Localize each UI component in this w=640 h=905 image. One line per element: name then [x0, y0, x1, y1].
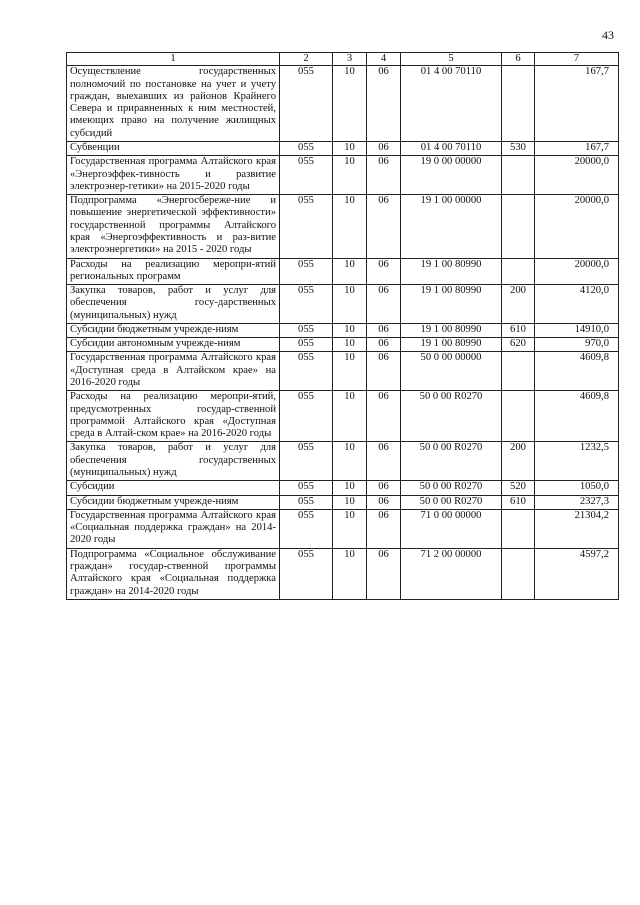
section-cell: 10 [333, 548, 367, 599]
header-cell: 7 [535, 53, 619, 66]
page-number: 43 [602, 28, 614, 42]
row-name-cell: Субсидии автономным учрежде-ниям [67, 338, 280, 352]
code-cell: 055 [280, 285, 333, 324]
table-row [67, 391, 619, 442]
expense-type-cell: 610 [502, 323, 535, 337]
target-article-cell: 19 1 00 80990 [401, 323, 502, 337]
row-name-cell: Государственная программа Алтайского края «Доступная среда в Алтайском крае» на 2016-2020 годы [67, 352, 280, 391]
subsection-cell: 06 [367, 509, 401, 548]
amount-cell: 20000,0 [535, 258, 619, 285]
amount-cell: 970,0 [535, 338, 619, 352]
expense-type-cell: 620 [502, 338, 535, 352]
header-cell: 1 [67, 53, 280, 66]
section-cell: 10 [333, 141, 367, 155]
amount-cell: 167,7 [535, 141, 619, 155]
expense-type-cell [502, 509, 535, 548]
section-cell: 10 [333, 323, 367, 337]
row-name-cell: Расходы на реализацию меропри-ятий региональных программ [67, 258, 280, 285]
section-cell: 10 [333, 442, 367, 481]
target-article-cell: 50 0 00 R0270 [401, 442, 502, 481]
row-name-cell: Закупка товаров, работ и услуг для обеспечения госу-дарственных (муниципальных) нужд [67, 285, 280, 324]
target-article-cell: 01 4 00 70110 [401, 141, 502, 155]
target-article-cell: 19 1 00 00000 [401, 195, 502, 258]
code-cell: 055 [280, 548, 333, 599]
table-row [67, 548, 619, 599]
amount-cell: 21304,2 [535, 509, 619, 548]
header-row [67, 53, 619, 66]
expense-type-cell [502, 258, 535, 285]
target-article-cell: 19 1 00 80990 [401, 338, 502, 352]
amount-cell: 4609,8 [535, 391, 619, 442]
section-cell: 10 [333, 352, 367, 391]
code-cell: 055 [280, 141, 333, 155]
code-cell: 055 [280, 195, 333, 258]
expense-type-cell: 200 [502, 285, 535, 324]
code-cell: 055 [280, 481, 333, 495]
target-article-cell: 19 1 00 80990 [401, 285, 502, 324]
target-article-cell: 19 0 00 00000 [401, 156, 502, 195]
amount-cell: 1050,0 [535, 481, 619, 495]
code-cell: 055 [280, 66, 333, 142]
row-name-cell: Государственная программа Алтайского края «Социальная поддержка граждан» на 2014-2020 годы [67, 509, 280, 548]
table-row [67, 156, 619, 195]
code-cell: 055 [280, 442, 333, 481]
table-row [67, 66, 619, 142]
expense-type-cell [502, 352, 535, 391]
table-row [67, 258, 619, 285]
table-row [67, 442, 619, 481]
table-row [67, 141, 619, 155]
amount-cell: 4597,2 [535, 548, 619, 599]
expense-type-cell: 200 [502, 442, 535, 481]
code-cell: 055 [280, 352, 333, 391]
row-name-cell: Подпрограмма «Социальное обслуживание граждан» государ-ственной программы Алтайского края «Социальная поддержка граждан» на 2014-2020 годы [67, 548, 280, 599]
header-cell: 4 [367, 53, 401, 66]
subsection-cell: 06 [367, 285, 401, 324]
expense-type-cell: 520 [502, 481, 535, 495]
subsection-cell: 06 [367, 495, 401, 509]
amount-cell: 14910,0 [535, 323, 619, 337]
table-row [67, 338, 619, 352]
amount-cell: 4609,8 [535, 352, 619, 391]
subsection-cell: 06 [367, 352, 401, 391]
subsection-cell: 06 [367, 391, 401, 442]
amount-cell: 1232,5 [535, 442, 619, 481]
table-row [67, 352, 619, 391]
table-row [67, 285, 619, 324]
row-name-cell: Государственная программа Алтайского края «Энергоэффек-тивность и развитие электроэнер-гетики» на 2015-2020 годы [67, 156, 280, 195]
amount-cell: 20000,0 [535, 195, 619, 258]
table-row [67, 195, 619, 258]
section-cell: 10 [333, 481, 367, 495]
subsection-cell: 06 [367, 66, 401, 142]
table-row [67, 509, 619, 548]
row-name-cell: Расходы на реализацию меропри-ятий, предусмотренных государ-ственной программой Алтайского края «Доступная среда в Алтай-ском крае» на 2016-2020 годы [67, 391, 280, 442]
code-cell: 055 [280, 338, 333, 352]
target-article-cell: 71 0 00 00000 [401, 509, 502, 548]
section-cell: 10 [333, 66, 367, 142]
target-article-cell: 50 0 00 R0270 [401, 481, 502, 495]
expense-type-cell [502, 195, 535, 258]
subsection-cell: 06 [367, 548, 401, 599]
expense-type-cell [502, 391, 535, 442]
amount-cell: 2327,3 [535, 495, 619, 509]
expense-type-cell: 610 [502, 495, 535, 509]
section-cell: 10 [333, 391, 367, 442]
row-name-cell: Субсидии бюджетным учрежде-ниям [67, 323, 280, 337]
code-cell: 055 [280, 495, 333, 509]
header-cell: 2 [280, 53, 333, 66]
budget-table [66, 52, 619, 600]
amount-cell: 20000,0 [535, 156, 619, 195]
target-article-cell: 01 4 00 70110 [401, 66, 502, 142]
subsection-cell: 06 [367, 141, 401, 155]
subsection-cell: 06 [367, 338, 401, 352]
section-cell: 10 [333, 195, 367, 258]
section-cell: 10 [333, 285, 367, 324]
amount-cell: 167,7 [535, 66, 619, 142]
expense-type-cell [502, 156, 535, 195]
code-cell: 055 [280, 323, 333, 337]
expense-type-cell [502, 548, 535, 599]
section-cell: 10 [333, 156, 367, 195]
section-cell: 10 [333, 509, 367, 548]
subsection-cell: 06 [367, 156, 401, 195]
table-row [67, 323, 619, 337]
code-cell: 055 [280, 391, 333, 442]
row-name-cell: Подпрограмма «Энергосбереже-ние и повышение энергетической эффективности» государственной программы Алтайского края «Энергоэффективность и раз-витие электроэнергетики» на 2015 - 2020 годы [67, 195, 280, 258]
table-row [67, 481, 619, 495]
subsection-cell: 06 [367, 323, 401, 337]
subsection-cell: 06 [367, 195, 401, 258]
expense-type-cell: 530 [502, 141, 535, 155]
code-cell: 055 [280, 258, 333, 285]
section-cell: 10 [333, 338, 367, 352]
section-cell: 10 [333, 258, 367, 285]
header-cell: 3 [333, 53, 367, 66]
subsection-cell: 06 [367, 442, 401, 481]
code-cell: 055 [280, 156, 333, 195]
row-name-cell: Субвенции [67, 141, 280, 155]
header-cell: 5 [401, 53, 502, 66]
expense-type-cell [502, 66, 535, 142]
subsection-cell: 06 [367, 258, 401, 285]
section-cell: 10 [333, 495, 367, 509]
row-name-cell: Субсидии бюджетным учрежде-ниям [67, 495, 280, 509]
target-article-cell: 71 2 00 00000 [401, 548, 502, 599]
target-article-cell: 50 0 00 R0270 [401, 495, 502, 509]
header-cell: 6 [502, 53, 535, 66]
table-row [67, 495, 619, 509]
code-cell: 055 [280, 509, 333, 548]
row-name-cell: Закупка товаров, работ и услуг для обеспечения государственных (муниципальных) нужд [67, 442, 280, 481]
target-article-cell: 50 0 00 00000 [401, 352, 502, 391]
subsection-cell: 06 [367, 481, 401, 495]
target-article-cell: 19 1 00 80990 [401, 258, 502, 285]
row-name-cell: Субсидии [67, 481, 280, 495]
target-article-cell: 50 0 00 R0270 [401, 391, 502, 442]
row-name-cell: Осуществление государственных полномочий по постановке на учет и учету граждан, выехавших из районов Крайнего Севера и приравненных к ним местностей, имеющих право на получение жилищных субсидий [67, 66, 280, 142]
amount-cell: 4120,0 [535, 285, 619, 324]
